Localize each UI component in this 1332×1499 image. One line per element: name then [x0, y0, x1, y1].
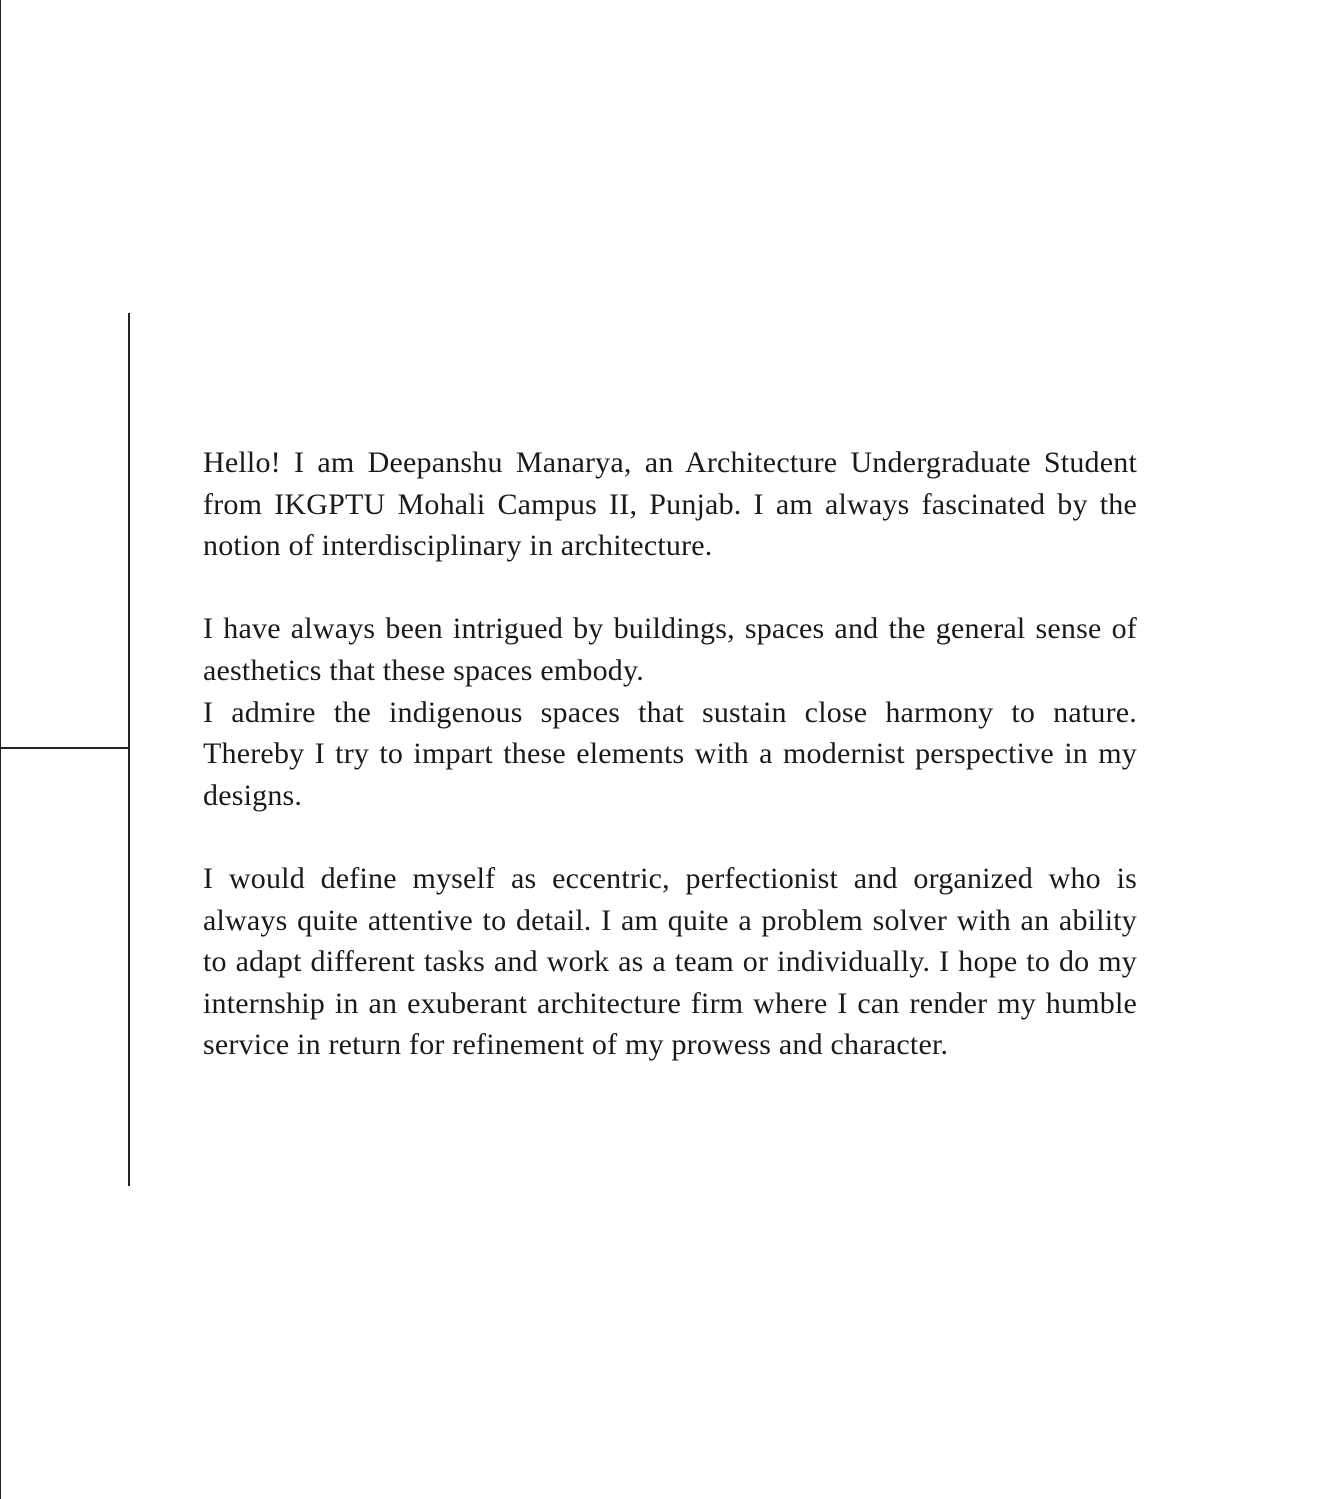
- vertical-divider-line: [128, 313, 130, 1186]
- design-approach-paragraph: I admire the indigenous spaces that sustain close harmony to nature. Thereby I try to impart these elements with a modernist perspective in my designs.: [203, 695, 1137, 812]
- paragraph-spacer: [203, 567, 1137, 609]
- personal-traits-paragraph: I would define myself as eccentric, perfectionist and organized who is always quite attentive to detail. I am quite a problem solver with an ability to adapt different tasks and work as a team or individually. I hope to do my internship in an exuberant architecture firm where I can render my humble service in return for refinement of my prowess and character.: [203, 861, 1137, 1062]
- intro-paragraph: Hello! I am Deepanshu Manarya, an Architecture Undergraduate Student from IKGPTU Mohali Campus II, Punjab. I am always fascinated by the notion of interdisciplinary in architecture.: [203, 446, 1137, 563]
- page-edge-line: [0, 0, 1, 1499]
- interest-paragraph: I have always been intrigued by buildings, spaces and the general sense of aesthetics that these spaces embody.: [203, 612, 1137, 687]
- horizontal-divider-line: [0, 747, 129, 749]
- about-text-block: [203, 442, 1137, 1066]
- paragraph-spacer: [203, 816, 1137, 858]
